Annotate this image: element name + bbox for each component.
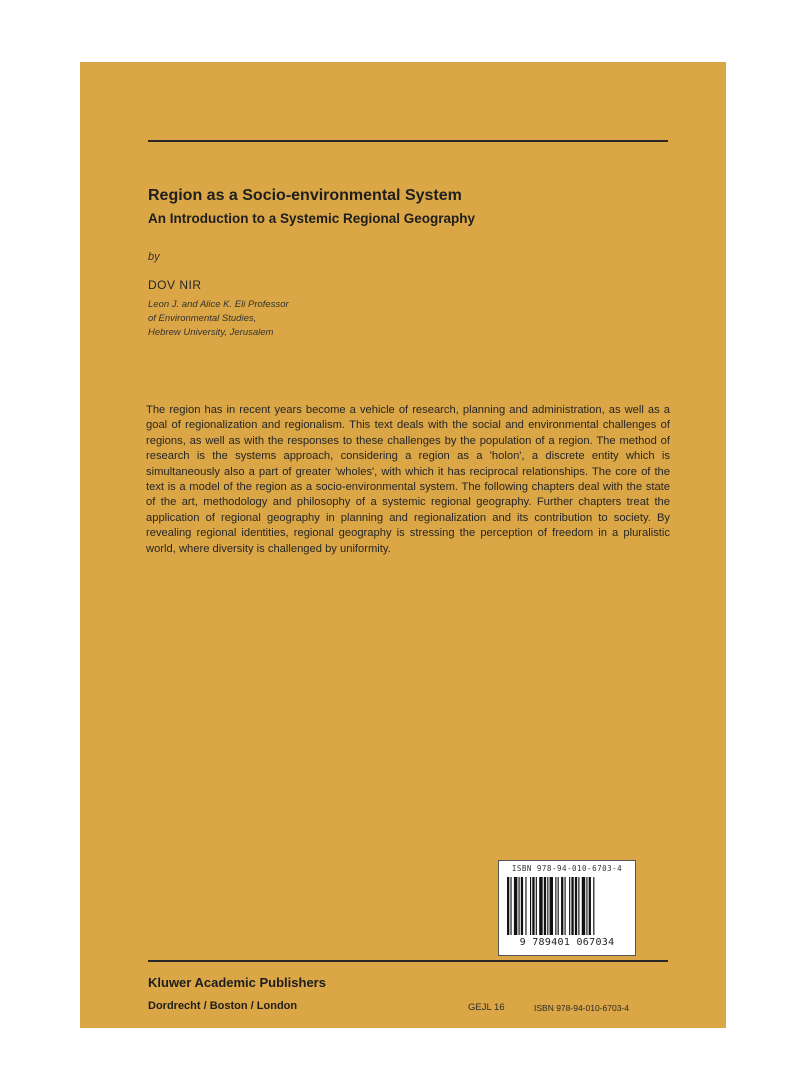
book-subtitle: An Introduction to a Systemic Regional Geography xyxy=(148,211,476,226)
top-rule xyxy=(148,140,668,142)
by-label: by xyxy=(148,251,160,263)
affiliation-line: of Environmental Studies, xyxy=(148,313,257,324)
barcode-label xyxy=(498,860,636,956)
barcode-digits: 9 789401 067034 xyxy=(519,937,615,948)
book-back-cover xyxy=(80,62,726,1028)
affiliation-line: Hebrew University, Jerusalem xyxy=(148,327,274,338)
barcode-isbn-text: ISBN 978-94-010-6703-4 xyxy=(511,864,623,873)
author-name: DOV NIR xyxy=(148,278,202,292)
publisher-name: Kluwer Academic Publishers xyxy=(148,975,326,990)
publisher-cities: Dordrecht / Boston / London xyxy=(148,1000,298,1012)
barcode-icon xyxy=(507,877,627,935)
bottom-rule xyxy=(148,960,668,962)
isbn-text: ISBN 978-94-010-6703-4 xyxy=(534,1003,629,1013)
series-code: GEJL 16 xyxy=(468,1002,505,1013)
book-title: Region as a Socio-environmental System xyxy=(148,187,462,204)
author-affiliation xyxy=(148,298,289,340)
book-description: The region has in recent years become a vehicle of research, planning and administration, as well as a goal of regionalization and regionalism. This text deals with the social and environmental challenges of regions, as well as with the responses to these challenges by the population of a region. The method of research is the systems approach, considering a region as a 'holon', a discrete entity which is simultaneously also a part of greater 'wholes', with which it has reciprocal relationships. The core of the text is a model of the region as a socio-environmental system. The following chapters deal with the state of the art, methodology and philosophy of a systemic regional geography. Further chapters treat the application of regional geography in planning and regionalization and its contribution to society. By revealing regional identities, regional geography is stressing the perception of freedom in a pluralistic world, where diversity is challenged by uniformity. xyxy=(146,404,670,555)
affiliation-line: Leon J. and Alice K. Eli Professor xyxy=(148,299,289,310)
